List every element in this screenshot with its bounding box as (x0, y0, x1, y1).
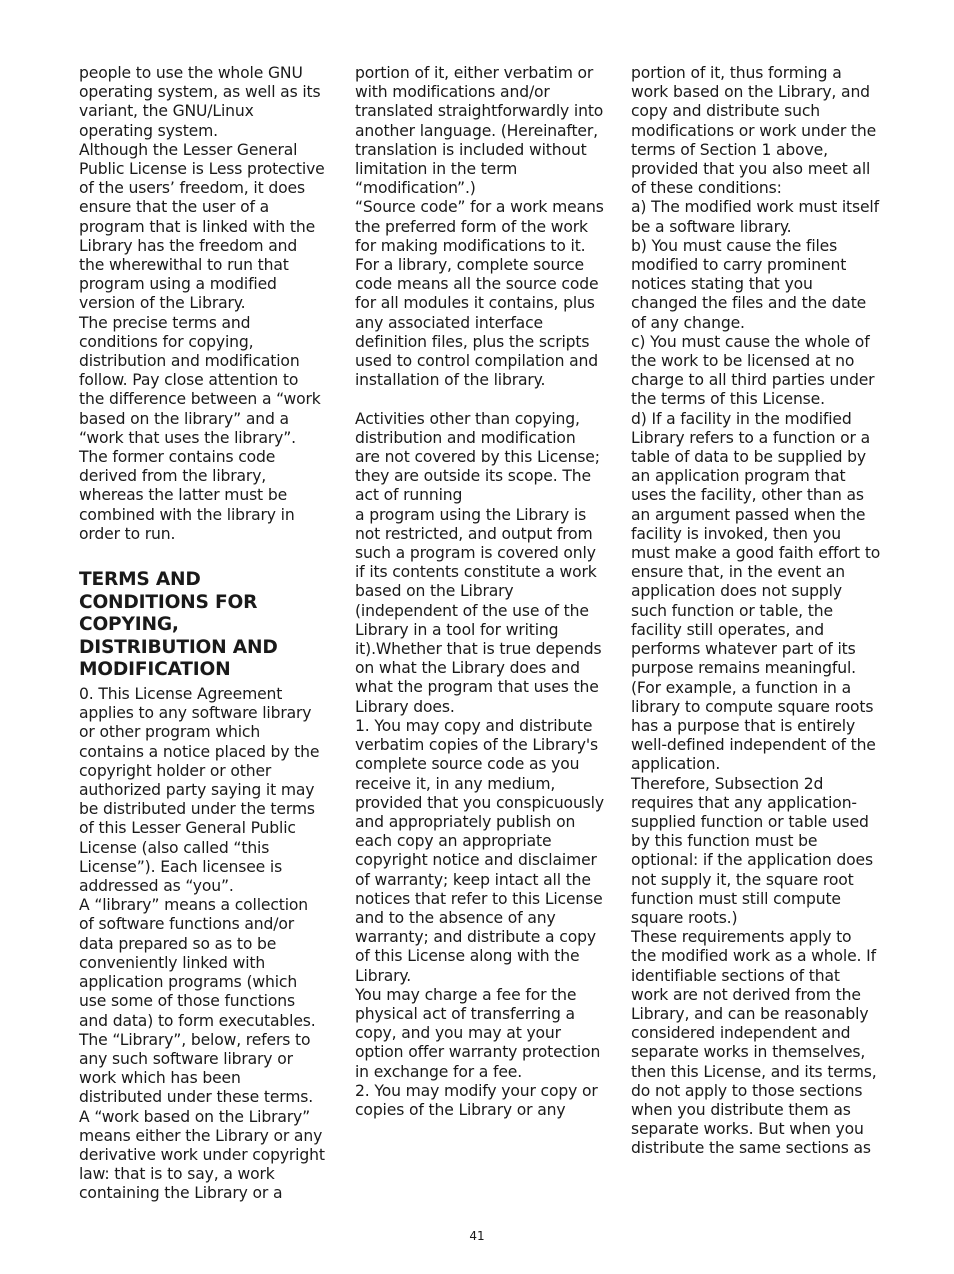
paragraph: b) You must cause the files modified to carry prominent notices stating that you changed the files and the date of any change. (631, 236, 867, 332)
paragraph: Activities other than copying, distribution and modification are not covered by this License; they are outside its scope. The act of running (355, 409, 600, 505)
paragraph: portion of it, either verbatim or with modifications and/or translated straightforwardly into another language. (Hereinafter, translation is included without limitation in the term “modification”.) (355, 64, 604, 198)
paragraph: “Source code” for a work means the preferred form of the work for making modifications to it. For a library, complete source code means all the source code for all modules it contains, plus any associated interface definition files, plus the scripts used to control compilation and installation of the library. (355, 198, 604, 390)
paragraph: 0. This License Agreement applies to any software library or other program which contains a notice placed by the copyright holder or other authorized party saying it may be distributed under the terms of this Lesser General Public License (also called “this License”). Each licensee is addressed as “you”. (79, 685, 320, 896)
paragraph: The “Library”, below, refers to any such software library or work which has been distributed under these terms. (79, 1030, 314, 1107)
paragraph: people to use the whole GNU operating system, as well as its variant, the GNU/Linux operating system. (79, 64, 321, 140)
paragraph: portion of it, thus forming a work based on the Library, and copy and distribute such modifications or work under the terms of Section 1 above, provided that you also meet all of these conditions: (631, 64, 877, 198)
section-heading: TERMS AND CONDITIONS FOR COPYING, DISTRIBUTION AND MODIFICATION (79, 569, 278, 681)
paragraph: Therefore, Subsection 2d requires that any application-supplied function or table used by this function must be optional: if the application does not supply it, the square root function must still compute square roots.) (631, 774, 873, 927)
paragraph-gap (355, 390, 605, 409)
page-number: 41 (469, 1229, 485, 1243)
paragraph: a) The modified work must itself be a software library. (631, 198, 879, 236)
paragraph: A “work based on the Library” means either the Library or any derivative work under copyright law: that is to say, a work containing the Library or a (79, 1107, 325, 1203)
text-column-right (631, 64, 881, 1159)
text-column-middle (355, 64, 605, 1120)
paragraph: 2. You may modify your copy or copies of the Library or any (355, 1081, 598, 1119)
paragraph: d) If a facility in the modified Library refers to a function or a table of data to be supplied by an application program that uses the facility, other than as an argument passed when the facility is invoked, then you must make a good faith effort to ensure that, in the event an application does not supply such function or table, the facility still operates, and performs whatever part of its purpose remains meaningful. (631, 409, 881, 678)
paragraph: 1. You may copy and distribute verbatim copies of the Library's complete source code as you receive it, in any medium, provided that you conspicuously and appropriately publish on each copy an appropriate copyright notice and disclaimer of warranty; keep intact all the notices that refer to this License and to the absence of any warranty; and distribute a copy of this License along with the Library. (355, 716, 604, 985)
paragraph: A “library” means a collection of software functions and/or data prepared so as to be conveniently linked with application programs (which use some of those functions and data) to form executables. (79, 896, 316, 1030)
paragraph: (For example, a function in a library to compute square roots has a purpose that is entirely well-defined independent of the application. (631, 678, 876, 774)
paragraph: a program using the Library is not restricted, and output from such a program is covered only if its contents constitute a work based on the Library (independent of the use of the Library in a tool for writing it).Whether that is true depends on what the Library does and what the program that uses the Library does. (355, 505, 602, 716)
text-column-left (79, 64, 325, 1204)
paragraph: c) You must cause the whole of the work to be licensed at no charge to all third parties under the terms of this License. (631, 332, 875, 409)
paragraph: You may charge a fee for the physical act of transferring a copy, and you may at your option offer warranty protection in exchange for a fee. (355, 985, 601, 1081)
paragraph: These requirements apply to the modified work as a whole. If identifiable sections of that work are not derived from the Library, and can be reasonably considered independent and separate works in themselves, then this License, and its terms, do not apply to those sections when you distribute them as separate works. But when you distribute the same sections as (631, 928, 877, 1158)
paragraph: Although the Lesser General Public License is Less protective of the users’ freedom, it does ensure that the user of a program that is linked with the Library has the freedom and the wherewithal to run that program using a modified version of the Library. (79, 140, 325, 313)
paragraph: The precise terms and conditions for copying, distribution and modification follow. Pay close attention to the difference between a “work based on the library” and a “work that uses the library”. The former contains code derived from the library, whereas the latter must be combined with the library in order to run. (79, 313, 321, 543)
